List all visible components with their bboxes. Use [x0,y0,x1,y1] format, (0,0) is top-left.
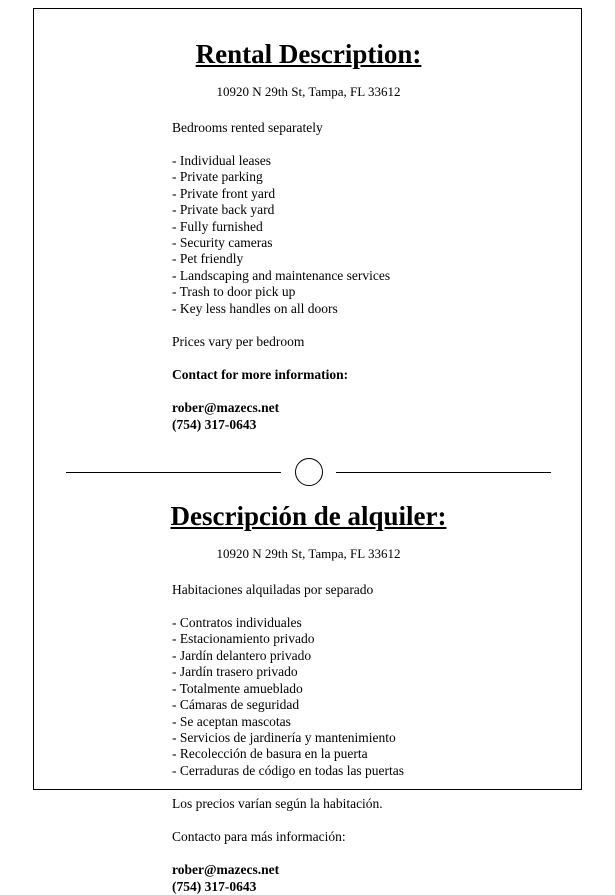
contact-heading-spanish: Contacto para más información: [172,829,346,845]
address-english: 10920 N 29th St, Tampa, FL 33612 [216,84,401,99]
list-item: - Recolección de basura en la puerta [172,746,368,762]
list-item: - Key less handles on all doors [172,300,338,316]
list-item: - Private back yard [172,202,275,218]
list-item: - Private front yard [172,185,276,201]
list-item: - Landscaping and maintenance services [172,267,391,283]
feature-list-spanish [172,598,553,779]
intro-spanish: Habitaciones alquiladas por separado [172,582,374,598]
list-item: - Estacionamiento privado [172,631,315,647]
list-item: - Totalmente amueblado [172,680,303,696]
list-item: - Cerraduras de código en todas las puertas [172,762,405,778]
list-item: - Fully furnished [172,218,263,234]
prices-note-spanish: Los precios varían según la habitación. [172,796,383,812]
list-item: - Se aceptan mascotas [172,713,291,729]
document-content [34,9,583,895]
document-sheet [33,8,582,895]
section-spanish [34,493,583,895]
body-spanish [34,562,583,895]
list-item: - Cámaras de seguridad [172,697,300,713]
list-item: - Security cameras [172,235,273,251]
list-item: - Jardín trasero privado [172,664,298,680]
list-item: - Individual leases [172,153,271,168]
contact-email-spanish[interactable]: rober@mazecs.net [172,862,280,878]
contact-heading-english: Contact for more information: [172,367,349,383]
contact-phone-english[interactable]: (754) 317-0643 [172,417,257,433]
list-item: - Contratos individuales [172,615,302,631]
body-english [34,100,583,433]
list-item: - Trash to door pick up [172,284,296,300]
section-english [34,9,583,433]
feature-list-english [172,136,553,317]
list-item: - Private parking [172,169,263,185]
section-divider [34,453,583,493]
intro-english: Bedrooms rented separately [172,120,323,135]
list-item: - Servicios de jardinería y mantenimiento [172,729,396,745]
contact-phone-spanish[interactable]: (754) 317-0643 [172,879,257,895]
page-title-spanish: Descripción de alquiler: [170,501,447,532]
contact-email-english[interactable]: rober@mazecs.net [172,400,280,416]
divider-line-right [336,472,551,473]
list-item: - Jardín delantero privado [172,647,312,663]
prices-note-english: Prices vary per bedroom [172,334,305,350]
address-spanish: 10920 N 29th St, Tampa, FL 33612 [216,546,401,562]
list-item: - Pet friendly [172,251,244,267]
divider-line-left [66,472,281,473]
divider-circle-icon [295,458,323,486]
page-title-english: Rental Description: [195,39,422,69]
